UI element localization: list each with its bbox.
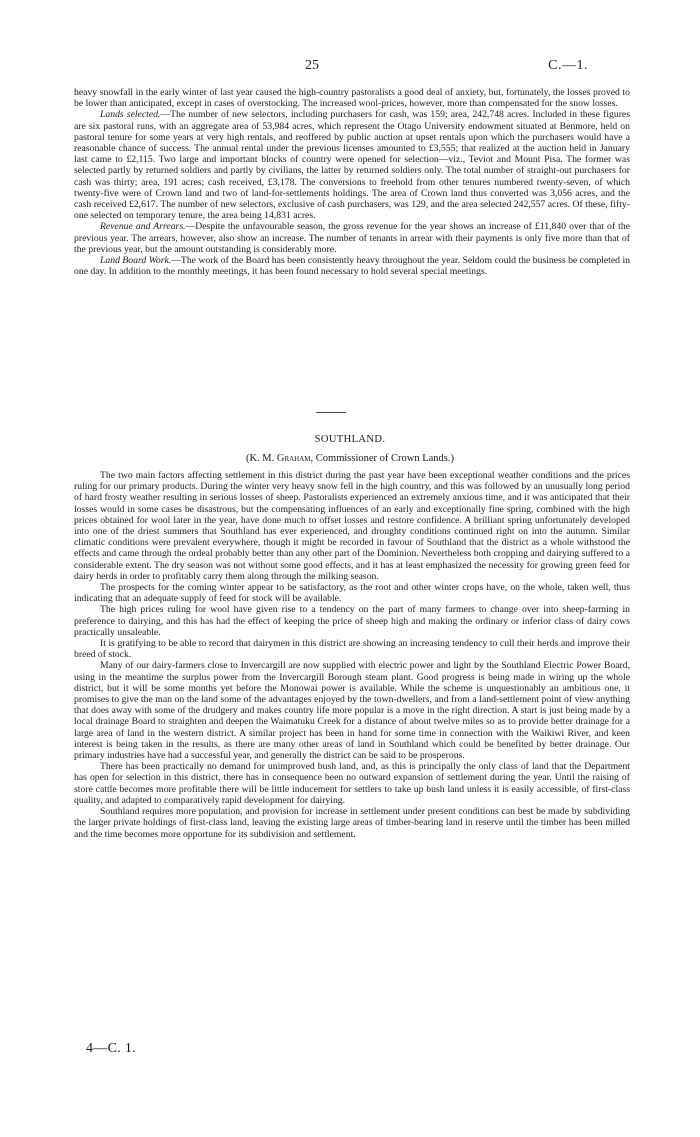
southland-paragraph-5: Many of our dairy-farmers close to Invercargill are now supplied with electric power and light by the Southland Electric Power Board, using in the meantime the surplus power from the Invercargill Borough steam plant. Good progress is being made in wiring up the whole district, but it will be some months yet before the Monowai power is available. While the scheme is unquestionably an ambitious one, it promises to give the man on the land some of the advantages enjoyed by the town-dwellers, and from a land-settlement point of view anything that does away with some of the drudgery and makes country life more popular is a move in the right direction. A start is just being made by a local drainage Board to straighten and deepen the Waimatuku Creek for a distance of about twelve miles so as to provide better drainage for a large area of land in the western district. A similar project has been in hand for some time in connection with the Waikiwi River, and keen interest is being taken in the results, as there are many other areas of land in Southland which could be benefited by better drainage. Our primary industries have had a successful year, and generally the district can be said to be prosperous. <box>74 660 630 762</box>
series-code: C.—1. <box>548 58 588 73</box>
land-board-heading: Land Board Work. <box>100 255 172 267</box>
commissioner-line <box>0 453 700 464</box>
otago-paragraph-1: heavy snowfall in the early winter of last year caused the high-country pastoralists a good deal of anxiety, but, fortunately, the losses proved to be lower than anticipated, except in cases of overstocking. The increased wool-prices, however, more than compensated for the snow losses. <box>74 87 630 110</box>
page-number: 25 <box>305 58 319 73</box>
footer-signature: 4—C. 1. <box>86 1041 136 1056</box>
southland-paragraph-2: The prospects for the coming winter appear to be satisfactory, as the root and other winter crops have, on the whole, taken well, thus indicating that an adequate supply of feed for stock will be available. <box>74 582 630 605</box>
lands-selected-heading: Lands selected. <box>100 109 161 121</box>
southland-section <box>74 470 630 840</box>
revenue-arrears-text: —Despite the unfavourable season, the gross revenue for the year shows an increase of £11,840 over that of the previous year. The arrears, however, also show an increase. The number of tenants in arrear with their payments is only five more than that of the previous year, but the amount outstanding is considerably more. <box>74 221 630 255</box>
page-header <box>0 58 700 74</box>
southland-paragraph-6: There has been practically no demand for unimproved bush land, and, as this is principally the only class of land that the Department has open for selection in this district, there has in consequence been no outward expansion of settlement during the year. Until the raising of store cattle becomes more profitable there will be little inducement for settlers to take up bush land unless it is easily accessible, of first-class quality, and adapted to comparatively rapid development for dairying. <box>74 761 630 806</box>
otago-section <box>74 87 630 277</box>
lands-selected-paragraph <box>74 109 630 221</box>
land-board-paragraph <box>74 255 630 277</box>
revenue-arrears-paragraph <box>74 221 630 255</box>
commissioner-open: (K. M. <box>245 453 275 464</box>
revenue-arrears-heading: Revenue and Arrears. <box>100 221 186 233</box>
southland-paragraph-1: The two main factors affecting settlement in this district during the past year have been exceptional weather conditions and the prices ruling for our primary products. During the winter very heavy snow fell in the high country, and this was followed by an unusually long period of hard frosty weather resulting in serious losses of sheep. Pastoralists experienced an extremely anxious time, and it was anticipated that their losses would in some cases be disastrous, but the compensating influences of an early and exceptionally fine spring, combined with the high prices obtained for wool later in the year, have done much to offset losses and restore confidence. A brilliant spring unfortunately developed into one of the driest summers that Southland has ever experienced, and droughty conditions continued right on into the autumn. Similar climatic conditions were prevalent everywhere, though it might be recorded in favour of Southland that the district as a whole withstood the effects and came through the ordeal probably better than any other part of the Dominion. Nevertheless both cropping and dairying suffered to a considerable extent. The dry season was not without some good effects, and it has at least emphasized the necessity for growing green feed for dairy herds in order to profitably carry them along through the milking season. <box>74 470 630 582</box>
southland-paragraph-3: The high prices ruling for wool have given rise to a tendency on the part of many farmers to change over into sheep-farming in preference to dairying, and this has had the effect of keeping the price of sheep high and making the ordinary or inferior class of dairy cows practically unsaleable. <box>74 604 630 638</box>
land-board-text: —The work of the Board has been consistently heavy throughout the year. Seldom could the business be completed in one day. In addition to the monthly meetings, it has been found necessary to hold several special meetings. <box>74 255 631 278</box>
section-divider <box>316 412 346 413</box>
section-title: SOUTHLAND. <box>314 434 386 445</box>
commissioner-name: Graham <box>276 453 311 464</box>
commissioner-close: , Commissioner of Crown Lands.) <box>310 453 455 464</box>
southland-paragraph-7: Southland requires more population, and provision for increase in settlement under present conditions can best be made by subdividing the larger private holdings of first-class land, leaving the existing large areas of timber-bearing land in reserve until the timber has been milled and the time becomes more opportune for its subdivision and settlement. <box>74 806 630 840</box>
southland-paragraph-4: It is gratifying to be able to record that dairymen in this district are showing an increasing tendency to cull their herds and improve their breed of stock. <box>74 638 630 661</box>
lands-selected-text: —The number of new selectors, including purchasers for cash, was 159; area, 242,748 acres. Included in these figures are six pastoral runs, with an aggregate area of 53,984 acres, which represent the Otago University endowment situated at Benmore, held on pastoral tenure for some years at very high rentals, and reoffered by public auction at upset rentals upon which the purchasers would have a reasonable chance of success. The annual rental under the previous licenses amounted to £3,555; that realized at the auction held in January last came to £2,115. Two large and important blocks of country were opened for selection—viz., Teviot and Mount Pisa. The former was selected partly by returned soldiers and partly by civilians, the latter by returned soldiers only. The total number of straight-out purchasers for cash was thirty; area, 191 acres; cash received, £3,178. The conversions to freehold from other tenures numbered twenty-seven, of which twenty-five were of Crown land and two of land-for-settlements holdings. The area of Crown land thus converted was 3,056 acres, and the cash received £2,617. The number of new selectors, exclusive of cash purchasers, was 129, and the area selected 242,557 acres. Of these, fifty-one selected on temporary tenure, the area being 14,831 acres. <box>74 109 630 222</box>
